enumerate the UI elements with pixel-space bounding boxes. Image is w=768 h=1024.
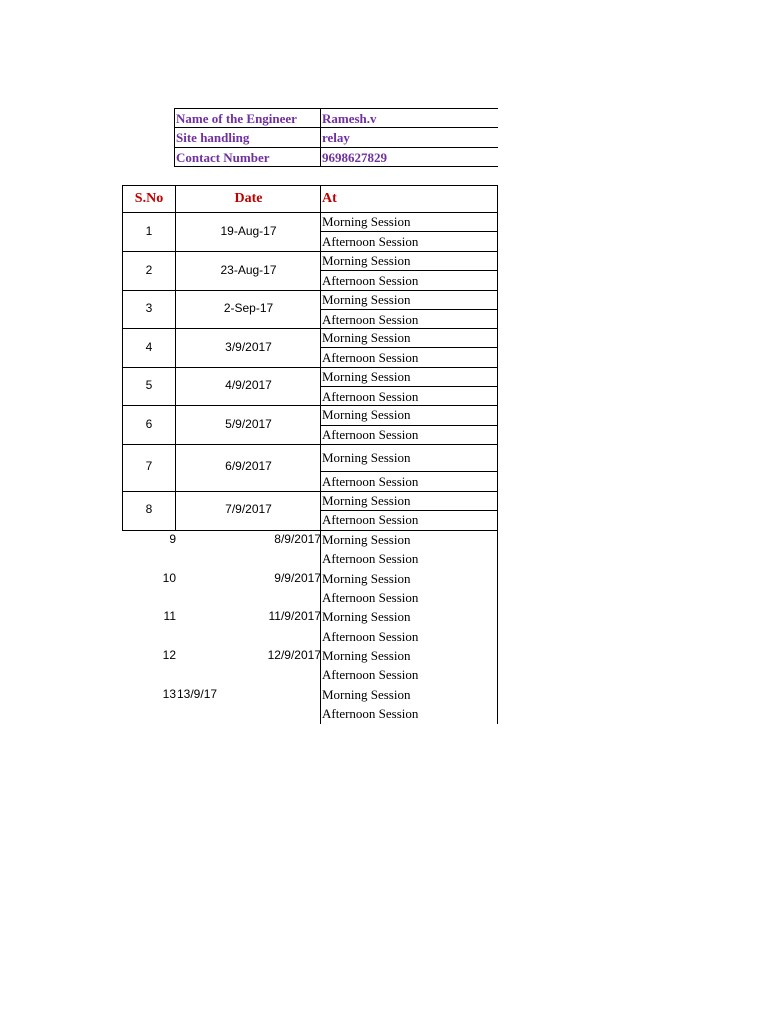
row-sno: 10 [162, 571, 176, 585]
row-date: 19-Aug-17 [220, 224, 277, 238]
row-sno: 5 [145, 378, 153, 392]
row-date: 4/9/2017 [225, 378, 272, 392]
row-date: 3/9/2017 [225, 340, 272, 354]
row-date: 12/9/2017 [267, 648, 321, 662]
afternoon-session: Afternoon Session [322, 234, 419, 249]
afternoon-session: Afternoon Session [322, 629, 419, 644]
morning-session: Morning Session [322, 571, 411, 586]
morning-session: Morning Session [322, 609, 411, 624]
row-date: 7/9/2017 [225, 502, 272, 516]
afternoon-session: Afternoon Session [322, 667, 419, 682]
row-sno: 6 [145, 417, 153, 431]
afternoon-session: Afternoon Session [322, 706, 419, 721]
afternoon-session: Afternoon Session [322, 389, 419, 404]
afternoon-session: Afternoon Session [322, 590, 419, 605]
morning-session: Morning Session [322, 687, 411, 702]
row-sno: 2 [145, 263, 153, 277]
site-handling-value: relay [322, 130, 350, 145]
row-date: 11/9/2017 [268, 609, 321, 623]
morning-session: Morning Session [322, 292, 411, 307]
contact-number-value: 9698627829 [322, 150, 387, 165]
row-date: 2-Sep-17 [223, 301, 274, 315]
morning-session: Morning Session [322, 253, 411, 268]
header-at: At [322, 191, 337, 206]
row-sno: 13 [162, 687, 176, 701]
afternoon-session: Afternoon Session [322, 512, 419, 527]
engineer-name-label: Name of the Engineer [176, 111, 297, 126]
site-handling-label: Site handling [176, 130, 250, 145]
morning-session: Morning Session [322, 369, 411, 384]
morning-session: Morning Session [322, 532, 411, 547]
row-sno: 8 [145, 502, 153, 516]
afternoon-session: Afternoon Session [322, 427, 419, 442]
afternoon-session: Afternoon Session [322, 474, 419, 489]
header-sno: S.No [134, 191, 164, 206]
row-sno: 3 [145, 301, 153, 315]
row-date: 6/9/2017 [225, 459, 272, 473]
row-sno: 1 [145, 224, 153, 238]
morning-session: Morning Session [322, 493, 411, 508]
morning-session: Morning Session [322, 214, 411, 229]
engineer-name-value: Ramesh.v [322, 111, 377, 126]
contact-number-label: Contact Number [176, 150, 270, 165]
morning-session: Morning Session [322, 648, 411, 663]
header-date: Date [234, 191, 263, 206]
morning-session: Morning Session [322, 407, 411, 422]
row-sno: 4 [145, 340, 153, 354]
row-sno: 9 [169, 532, 176, 546]
row-date: 9/9/2017 [274, 571, 321, 585]
row-date: 5/9/2017 [225, 417, 272, 431]
morning-session: Morning Session [322, 330, 411, 345]
afternoon-session: Afternoon Session [322, 551, 419, 566]
row-sno: 12 [162, 648, 176, 662]
row-date: 8/9/2017 [274, 532, 321, 546]
afternoon-session: Afternoon Session [322, 312, 419, 327]
afternoon-session: Afternoon Session [322, 350, 419, 365]
row-sno: 7 [145, 459, 153, 473]
row-sno: 11 [163, 609, 176, 623]
row-date: 13/9/17 [177, 687, 218, 701]
row-date: 23-Aug-17 [220, 263, 277, 277]
morning-session: Morning Session [322, 450, 411, 465]
afternoon-session: Afternoon Session [322, 273, 419, 288]
